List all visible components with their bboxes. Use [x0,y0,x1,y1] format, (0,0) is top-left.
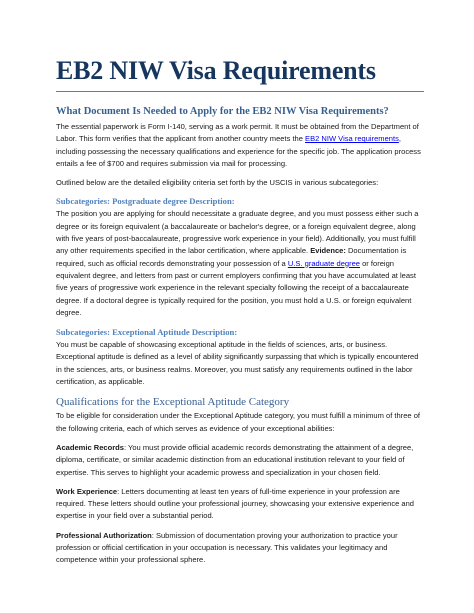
qualifications-heading: Qualifications for the Exceptional Aptitude Category [56,396,290,409]
exceptional-heading: Subcategories: Exceptional Aptitude Description: [56,327,238,338]
page-title: EB2 NIW Visa Requirements [56,56,376,85]
postgraduate-text-1: The position you are applying for should necessitate a graduate degree, and you must possess either such a degree or its foreign equivalent (a baccalaureate or bachelor's degree, or a foreign equivalent degree, along with five years of post-baccalaureate, progressive work experience in your field). Additionally, you must fulfill any other requirements specified in the labor certification, where applicable. [56,209,419,256]
criterion-label: Professional Authorization [56,530,152,540]
postgraduate-text-3: or foreign equivalent degree, and letters from past or current employers confirming that you have accumulated at least five years of progressive work experience in the relevant specialty following the receipt of a baccalaureate degree. If a doctoral degree is typically required for the position, you must hold a U.S. or foreign equivalent degree. [56,258,416,317]
criterion-text: : Submission of documentation proving your authorization to practice your profession or official certification in your occupation is necessary. This validates your legitimacy and competence within your professional sphere. [56,530,398,565]
criterion-label: Work Experience [56,486,118,496]
documents-text-2: , including possessing the necessary qualifications and experience for the specific job. The application process entails a fee of $700 and requires submission via mail for processing. [56,134,421,168]
qualifications-intro: To be eligible for consideration under the Exceptional Aptitude category, you must fulfill a minimum of three of the following criteria, each of which serves as evidence of your exceptional abilities: [56,411,420,433]
qualifications-section [56,395,424,566]
documents-section [56,105,424,189]
criterion-label: Academic Records [56,442,124,452]
title-divider [56,91,424,92]
documents-text-1: The essential paperwork is Form I-140, serving as a work permit. It must be obtained from the Department of Labor. This form verifies that the applicant from another country meets the [56,122,419,144]
postgraduate-section [56,195,424,319]
postgraduate-heading: Subcategories: Postgraduate degree Description: [56,196,235,207]
exceptional-paragraph: You must be capable of showcasing exceptional aptitude in the fields of sciences, arts, or business. Exceptional aptitude is defined as a level of ability significantly surpassing that which is typically encountered in the sciences, arts, or business realms. Moreover, you must satisfy any requirements outlined in the labor certification, as applicable. [56,340,419,387]
documents-paragraph [56,121,424,170]
evidence-label: Evidence: [310,246,346,256]
criteria-intro-paragraph: Outlined below are the detailed eligibility criteria set forth by the USCIS in various subcategories: [56,178,379,188]
criterion-text: : Letters documenting at least ten years of full-time experience in your profession are required. These letters should outline your professional journey, showcasing your extensive experience and expertise in your field over a substantial period. [56,486,414,521]
criterion-professional-authorization [56,530,424,567]
criterion-work-experience [56,486,424,523]
documents-heading: What Document Is Needed to Apply for the EB2 NIW Visa Requirements? [56,106,389,117]
postgraduate-paragraph [56,208,424,319]
us-graduate-degree-link[interactable]: U.S. graduate degree [287,258,361,268]
criterion-academic-records [56,442,424,479]
exceptional-section [56,326,424,388]
postgraduate-text-2: Documentation is required, such as official records demonstrating your possession of a [56,246,407,268]
criterion-text: : You must provide official academic records demonstrating the attainment of a degree, diploma, certificate, or similar academic distinction from an educational institution relevant to your field of expertise. This serves to highlight your academic prowess and specialization in your chosen field. [56,442,414,477]
eb2-niw-requirements-link[interactable]: EB2 NIW Visa requirements [305,134,399,144]
